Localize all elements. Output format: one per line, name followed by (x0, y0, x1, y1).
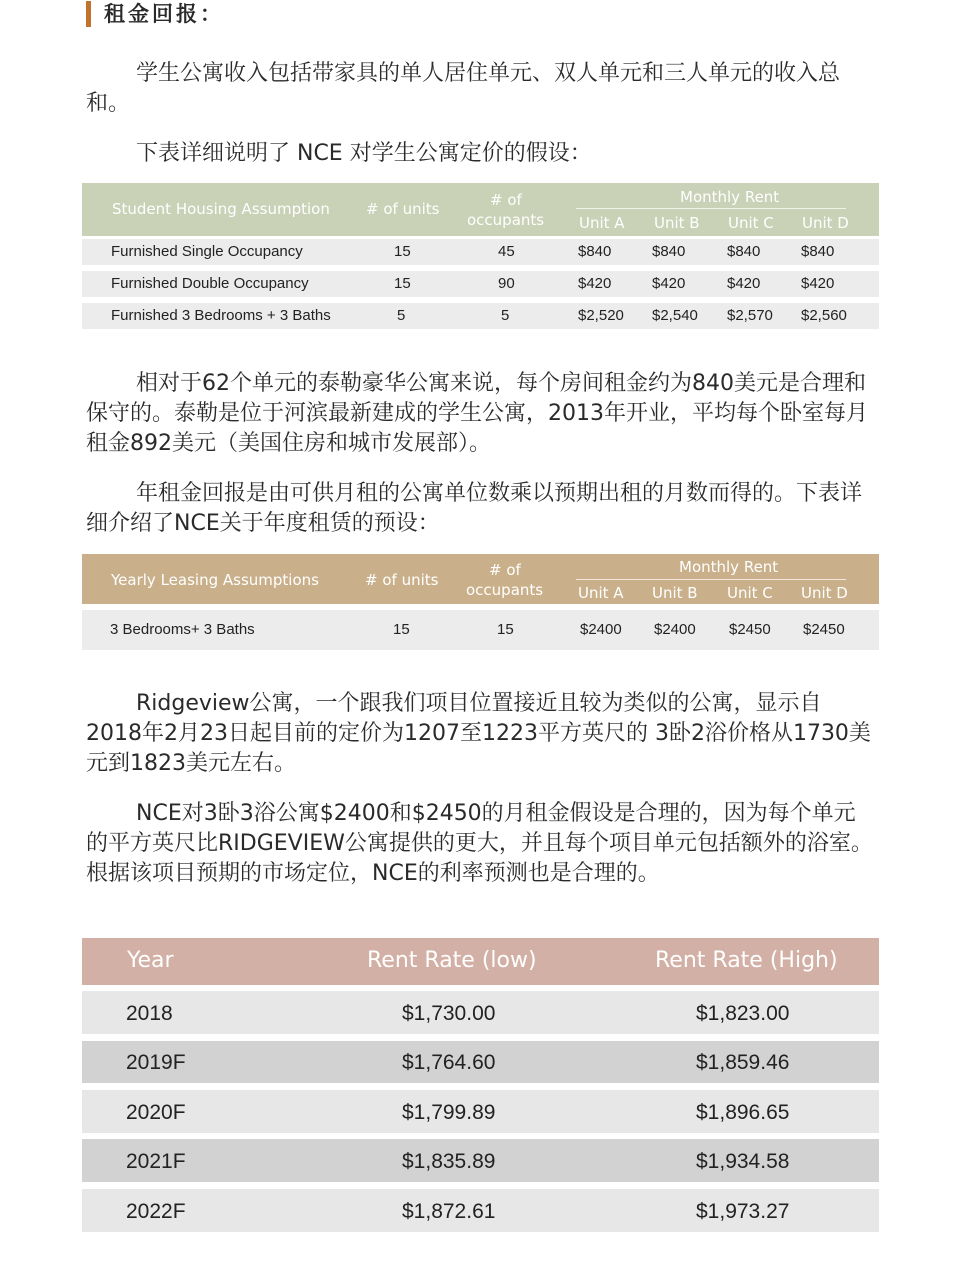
col-header-occupants-1: # of (490, 191, 522, 209)
paragraph-ridgeview: Ridgeview公寓，一个跟我们项目位置接近且较为类似的公寓，显示自2018年2月23日起目前的定价为1207至1223平方英尺的 3卧2浴价格从1730美元到1823美元左右。 (86, 691, 871, 776)
table-row (82, 239, 879, 265)
cell-occupants: 90 (498, 275, 515, 292)
monthly-rent-divider (576, 579, 846, 580)
cell-unit-a: $2400 (580, 621, 622, 638)
section-title: 租金回报： (104, 2, 224, 26)
cell-rent-high: $1,859.46 (696, 1051, 790, 1074)
cell-unit-b: $840 (652, 243, 686, 260)
col-header-unit-a: Unit A (578, 584, 624, 602)
cell-occupants: 45 (498, 243, 515, 260)
cell-occupants: 15 (497, 621, 514, 638)
table-row (82, 991, 879, 1034)
col-header-occupants-2: occupants (467, 211, 545, 229)
table-row (82, 1139, 879, 1182)
table-row (82, 1090, 879, 1133)
cell-unit-a: $840 (578, 243, 612, 260)
cell-rent-high: $1,896.65 (696, 1101, 790, 1124)
cell-units: 15 (394, 243, 411, 260)
col-header-units: # of units (365, 571, 439, 589)
monthly-rent-divider (576, 208, 846, 209)
student-housing-table (82, 183, 879, 329)
cell-unit-a: $420 (578, 275, 612, 292)
table-row (82, 1041, 879, 1083)
col-header-assumption: Yearly Leasing Assumptions (111, 571, 319, 589)
cell-unit-d: $840 (801, 243, 835, 260)
rent-rate-table (82, 938, 879, 1232)
paragraph-tyler-comparison: 相对于62个单元的泰勒豪华公寓来说，每个房间租金约为840美元是合理和保守的。泰勒是位于河滨最新建成的学生公寓，2013年开业，平均每个卧室每月租金892美元（美国住房和城市发展部）。 (86, 371, 868, 456)
col-header-assumption: Student Housing Assumption (112, 200, 330, 218)
cell-unit-b: $2,540 (652, 307, 698, 324)
col-header-unit-d: Unit D (802, 214, 849, 232)
cell-unit-a: $2,520 (578, 307, 624, 324)
cell-name: Furnished Double Occupancy (111, 275, 309, 292)
cell-units: 15 (393, 621, 410, 638)
col-header-monthly-rent: Monthly Rent (679, 558, 779, 576)
cell-occupants: 5 (501, 307, 510, 324)
paragraph-yearly-intro: 年租金回报是由可供月租的公寓单位数乘以预期出租的月数而得的。下表详细介绍了NCE关于年度租赁的预设： (86, 481, 863, 536)
yearly-leasing-table (82, 554, 879, 650)
cell-rent-high: $1,934.58 (696, 1150, 790, 1173)
col-header-rent-high: Rent Rate (High) (655, 948, 838, 973)
table-row (82, 271, 879, 297)
table-row (82, 303, 879, 329)
cell-name: Furnished 3 Bedrooms + 3 Baths (111, 307, 331, 324)
cell-unit-c: $840 (727, 243, 761, 260)
cell-rent-low: $1,872.61 (402, 1200, 496, 1223)
cell-year: 2018 (126, 1002, 173, 1025)
paragraph-income-summary: 学生公寓收入包括带家具的单人居住单元、双人单元和三人单元的收入总和。 (86, 61, 841, 116)
col-header-unit-c: Unit C (727, 584, 773, 602)
cell-units: 15 (394, 275, 411, 292)
section-accent-bar (86, 1, 91, 27)
cell-unit-c: $2,570 (727, 307, 773, 324)
col-header-occupants-2: occupants (466, 581, 544, 599)
cell-rent-low: $1,730.00 (402, 1002, 496, 1025)
cell-rent-high: $1,823.00 (696, 1002, 790, 1025)
cell-year: 2019F (126, 1051, 186, 1074)
col-header-occupants-1: # of (489, 561, 521, 579)
cell-name: Furnished Single Occupancy (111, 243, 303, 260)
col-header-rent-low: Rent Rate (low) (367, 948, 537, 973)
col-header-monthly-rent: Monthly Rent (680, 188, 780, 206)
table-row (82, 1189, 879, 1232)
cell-rent-high: $1,973.27 (696, 1200, 790, 1223)
col-header-unit-c: Unit C (728, 214, 774, 232)
cell-unit-d: $420 (801, 275, 835, 292)
cell-unit-c: $420 (727, 275, 761, 292)
cell-unit-c: $2450 (729, 621, 771, 638)
cell-year: 2022F (126, 1200, 186, 1223)
col-header-year: Year (127, 948, 174, 973)
col-header-unit-d: Unit D (801, 584, 848, 602)
table-row (82, 610, 879, 650)
col-header-unit-b: Unit B (654, 214, 700, 232)
cell-rent-low: $1,799.89 (402, 1101, 496, 1124)
cell-unit-b: $2400 (654, 621, 696, 638)
table-header (82, 183, 879, 236)
table-header (82, 938, 879, 985)
cell-year: 2020F (126, 1101, 186, 1124)
table-header (82, 554, 879, 604)
col-header-unit-b: Unit B (652, 584, 698, 602)
paragraph-table-intro: 下表详细说明了 NCE 对学生公寓定价的假设： (136, 141, 592, 166)
cell-rent-low: $1,835.89 (402, 1150, 496, 1173)
cell-name: 3 Bedrooms+ 3 Baths (110, 621, 255, 638)
paragraph-nce-assumption: NCE对3卧3浴公寓$2400和$2450的月租金假设是合理的，因为每个单元的平方英尺比RIDGEVIEW公寓提供的更大，并且每个项目单元包括额外的浴室。 根据该项目预期的市场定位，NCE的利率预测也是合理的。 (86, 801, 873, 886)
cell-unit-d: $2,560 (801, 307, 847, 324)
cell-units: 5 (397, 307, 406, 324)
cell-unit-b: $420 (652, 275, 686, 292)
cell-unit-d: $2450 (803, 621, 845, 638)
cell-rent-low: $1,764.60 (402, 1051, 496, 1074)
cell-year: 2021F (126, 1150, 186, 1173)
col-header-units: # of units (366, 200, 440, 218)
col-header-unit-a: Unit A (579, 214, 625, 232)
